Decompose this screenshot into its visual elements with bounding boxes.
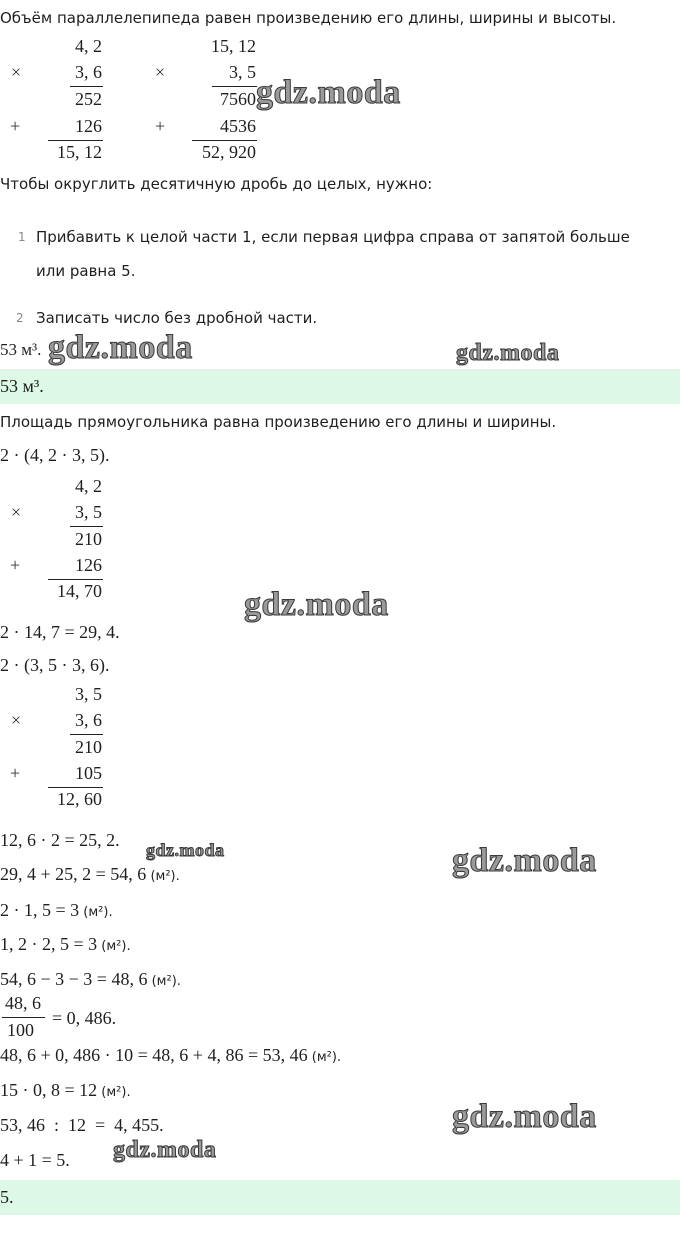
partial-2: 105 [75,763,102,783]
fraction-result: = 0, 486. [52,1008,117,1028]
calc-math: 4 + 1 = 5. [0,1150,70,1170]
times-sign: × [155,62,166,82]
calc-line [0,1045,341,1066]
plus-sign: + [10,116,21,136]
calc-math: 1, 2 · 2, 5 = 3 [0,934,98,954]
watermark: gdz.moda [48,329,193,366]
calc-unit: (м²). [79,905,113,920]
calc-unit: (м²). [97,939,131,954]
times-sign: × [11,502,22,522]
line [70,526,103,527]
calc-line: 2 · 14, 7 = 29, 4. [0,622,120,642]
line [48,140,103,141]
product: 12, 60 [57,789,102,809]
calc-line [0,900,113,921]
partial-2: 4536 [220,116,256,136]
calc-line [0,1115,164,1136]
calc-unit: (м²). [146,869,180,884]
partial-1: 210 [75,529,102,549]
calc-math: 54, 6 − 3 − 3 = 48, 6 [0,969,148,989]
product: 15, 12 [57,142,102,162]
calc-unit: (м²). [147,974,181,989]
plus-sign: + [10,763,21,783]
calc-line [0,864,180,885]
plus-sign: + [10,555,21,575]
partial-1: 7560 [220,89,256,109]
plus-sign: + [155,116,166,136]
calc-math: 29, 4 + 25, 2 = 54, 6 [0,864,147,884]
volume-intro: Объём параллелепипеда равен произведению его длины, ширины и высоты. [0,9,617,27]
partial-1: 252 [75,89,102,109]
line [70,86,103,87]
factor-a: 4, 2 [75,36,102,56]
watermark: gdz.moda [256,74,401,111]
factor-b: 3, 5 [229,62,256,82]
expression: 2 · (3, 5 · 3, 6). [0,655,110,675]
expression: 2 · (4, 2 · 3, 5). [0,445,110,465]
calc-line [0,1150,70,1171]
fraction-denominator: 100 [7,1020,34,1040]
calc-unit: (м²). [307,1050,342,1065]
fraction-bar [2,1017,45,1018]
watermark: gdz.moda [244,586,389,623]
calc-math: 48, 6 + 0, 486 · 10 = 48, 6 + 4, 86 = 53, 46 [0,1045,308,1065]
answer-band [0,1180,680,1215]
product: 52, 920 [202,142,256,162]
partial-2: 126 [75,555,102,575]
list-item-text: Прибавить к целой части 1, если первая цифра справа от запятой больше [36,228,630,246]
list-item-number: 1 [18,230,26,244]
watermark: gdz.moda [452,842,597,879]
fraction-numerator: 48, 6 [5,993,41,1013]
factor-a: 4, 2 [75,476,102,496]
answer-text: 53 м³. [0,376,44,396]
calc-math: 2 · 1, 5 = 3 [0,900,80,920]
calc-line [0,969,181,990]
rounded-volume: 53 м³. [0,340,42,359]
watermark: gdz.moda [146,840,225,860]
answer-band [0,369,680,404]
factor-b: 3, 6 [75,710,102,730]
answer-text: 5. [0,1187,14,1207]
factor-a: 3, 5 [75,684,102,704]
watermark: gdz.moda [113,1137,217,1163]
calc-math: 53, 46 : 12 = 4, 455. [0,1115,164,1135]
rounding-intro: Чтобы округлить десятичную дробь до целых, нужно: [0,175,433,193]
product: 14, 70 [57,581,102,601]
calc-unit: (м²). [97,1085,131,1100]
watermark: gdz.moda [456,340,560,366]
partial-1: 210 [75,737,102,757]
watermark: gdz.moda [452,1098,597,1135]
list-item-number: 2 [16,311,24,325]
calc-line [0,1080,131,1101]
factor-a: 15, 12 [211,36,256,56]
list-item-text: или равна 5. [36,262,136,280]
partial-2: 126 [75,116,102,136]
line [192,140,257,141]
line [212,86,257,87]
factor-b: 3, 5 [75,502,102,522]
times-sign: × [11,62,22,82]
calc-line [0,934,131,955]
times-sign: × [11,710,22,730]
area-intro: Площадь прямоугольника равна произведению его длины и ширины. [0,413,557,431]
calc-math: 12, 6 · 2 = 25, 2. [0,830,120,850]
line [48,579,103,580]
list-item-text: Записать число без дробной части. [36,309,318,327]
line [48,787,103,788]
factor-b: 3, 6 [75,62,102,82]
calc-math: 15 · 0, 8 = 12 [0,1080,98,1100]
calc-line [0,830,120,851]
line [70,734,103,735]
